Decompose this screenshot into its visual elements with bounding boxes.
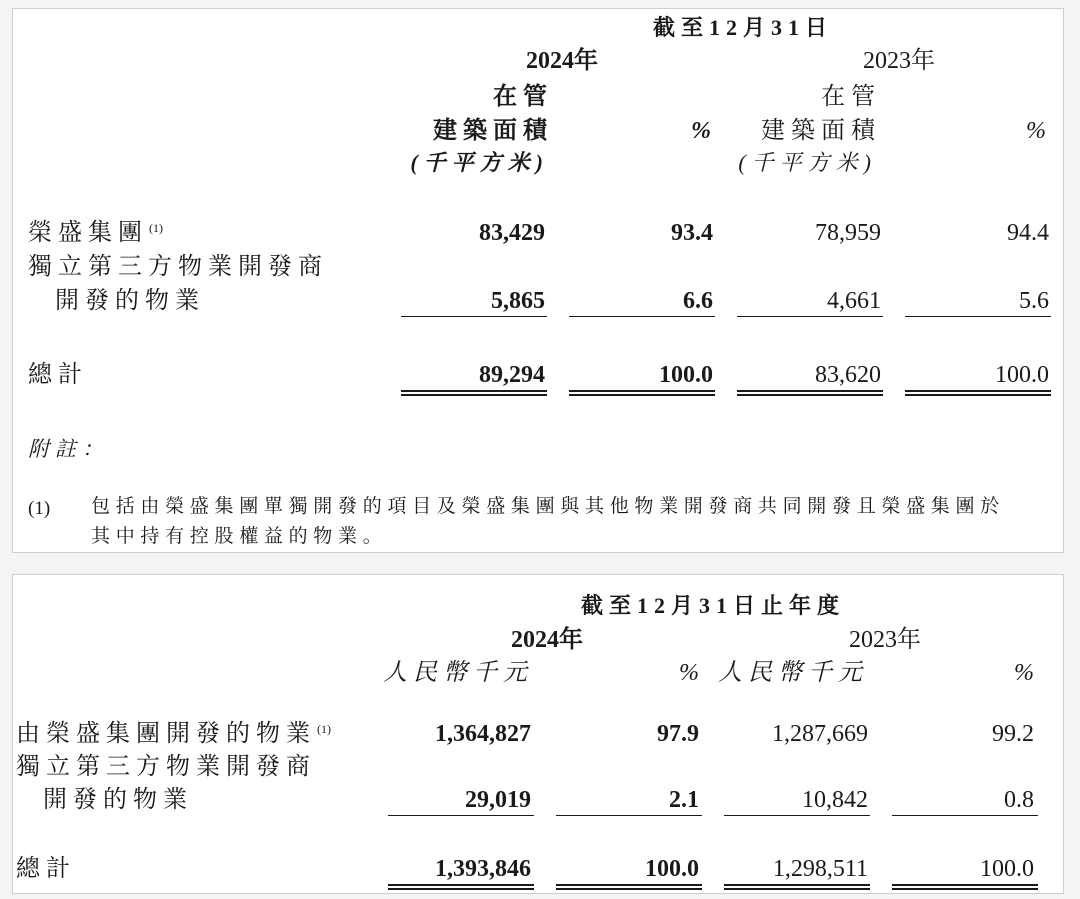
rev-2024-rongsheng: 1,364,827 — [435, 721, 531, 747]
rev-total-2023: 1,298,511 — [772, 856, 868, 882]
rule2-col4 — [892, 815, 1038, 816]
rev-total-pct-2023: 100.0 — [980, 856, 1034, 882]
year-2024-header: 2024年 — [526, 48, 598, 74]
row-label-third-party-line2: 開發的物業 — [55, 288, 205, 314]
rev-pct-2023-third-party: 0.8 — [1004, 787, 1034, 813]
footnote-marker: (1) — [28, 498, 51, 519]
rev-total-pct-2024: 100.0 — [645, 856, 699, 882]
footnote-ref: (1) — [149, 221, 163, 235]
double-rule-col3-b — [737, 394, 883, 396]
pct-header-2024-2: % — [679, 660, 699, 686]
pct-header-2023-2: % — [1014, 660, 1034, 686]
total-pct-2023: 100.0 — [995, 362, 1049, 388]
pct-header-2024: % — [691, 118, 711, 144]
row-label-rongsheng: 榮盛集團$^{(1)}$ — [28, 220, 163, 246]
footnote-text-line2: 其中持有控股權益的物業。 — [91, 526, 388, 547]
double-rule-col2-b — [569, 394, 715, 396]
period-header: 截至12月31日 — [652, 15, 833, 40]
row-label-third-party-2-line2: 開發的物業 — [43, 787, 193, 813]
total-pct-2024: 100.0 — [659, 362, 713, 388]
rev-2023-third-party: 10,842 — [802, 787, 868, 813]
value-2023-third-party: 4,661 — [827, 288, 881, 314]
gfa-table-card — [12, 8, 1064, 553]
row-label-rongsheng-developed: 由榮盛集團開發的物業$^{(1)}$ — [16, 721, 331, 747]
pct-2023-third-party: 5.6 — [1019, 288, 1049, 314]
gfa-unit-2024: (千平方米) — [410, 150, 549, 175]
double-rule2-col3-a — [724, 884, 870, 886]
rule2-col2 — [556, 815, 702, 816]
double-rule2-col2-b — [556, 888, 702, 890]
double-rule2-col1-a — [388, 884, 534, 886]
double-rule-col1-b — [401, 394, 547, 396]
pct-2024-third-party: 6.6 — [683, 288, 713, 314]
double-rule-col3-a — [737, 390, 883, 392]
rev-pct-2024-third-party: 2.1 — [669, 787, 699, 813]
row-label-third-party-line1: 獨立第三方物業開發商 — [28, 254, 328, 280]
rev-pct-2023-rongsheng: 99.2 — [992, 721, 1034, 747]
double-rule2-col4-a — [892, 884, 1038, 886]
rev-total-2024: 1,393,846 — [435, 856, 531, 882]
double-rule2-col3-b — [724, 888, 870, 890]
double-rule-col4-a — [905, 390, 1051, 392]
gfa-header-2024-line1: 在管 — [493, 84, 553, 110]
rule2-col3 — [724, 815, 870, 816]
rule-col1 — [401, 316, 547, 317]
year-2023-header: 2023年 — [863, 48, 935, 74]
rev-pct-2024-rongsheng: 97.9 — [657, 721, 699, 747]
unit-header-2024: 人民幣千元 — [383, 660, 533, 686]
gfa-header-2023-line1: 在管 — [821, 84, 881, 110]
footnote-text-line1: 包括由榮盛集團單獨開發的項目及榮盛集團與其他物業開發商共同開發且榮盛集團於 — [91, 496, 1005, 517]
revenue-table-card — [12, 574, 1064, 894]
row-label-third-party-2-line1: 獨立第三方物業開發商 — [16, 754, 316, 780]
pct-2024-rongsheng: 93.4 — [671, 220, 713, 246]
double-rule-col4-b — [905, 394, 1051, 396]
total-label-2: 總計 — [16, 856, 76, 882]
gfa-unit-2023: (千平方米) — [738, 150, 877, 175]
rule-col2 — [569, 316, 715, 317]
total-label: 總計 — [28, 362, 88, 388]
rev-2023-rongsheng: 1,287,669 — [772, 721, 868, 747]
footnote-ref-2: (1) — [317, 722, 331, 736]
period-header-2: 截至12月31日止年度 — [580, 593, 845, 618]
value-2024-third-party: 5,865 — [491, 288, 545, 314]
year-2024-header-2: 2024年 — [511, 627, 583, 653]
double-rule2-col1-b — [388, 888, 534, 890]
total-2024: 89,294 — [479, 362, 545, 388]
rev-2024-third-party: 29,019 — [465, 787, 531, 813]
gfa-header-2023-line2: 建築面積 — [761, 118, 881, 144]
gfa-header-2024-line2: 建築面積 — [433, 118, 553, 144]
notes-title: 附註： — [28, 437, 109, 461]
double-rule2-col4-b — [892, 888, 1038, 890]
year-2023-header-2: 2023年 — [849, 627, 921, 653]
value-2023-rongsheng: 78,959 — [815, 220, 881, 246]
rule-col4 — [905, 316, 1051, 317]
rule2-col1 — [388, 815, 534, 816]
rule-col3 — [737, 316, 883, 317]
unit-header-2023: 人民幣千元 — [718, 660, 868, 686]
double-rule-col1-a — [401, 390, 547, 392]
double-rule-col2-a — [569, 390, 715, 392]
double-rule2-col2-a — [556, 884, 702, 886]
value-2024-rongsheng: 83,429 — [479, 220, 545, 246]
pct-2023-rongsheng: 94.4 — [1007, 220, 1049, 246]
pct-header-2023: % — [1026, 118, 1046, 144]
total-2023: 83,620 — [815, 362, 881, 388]
